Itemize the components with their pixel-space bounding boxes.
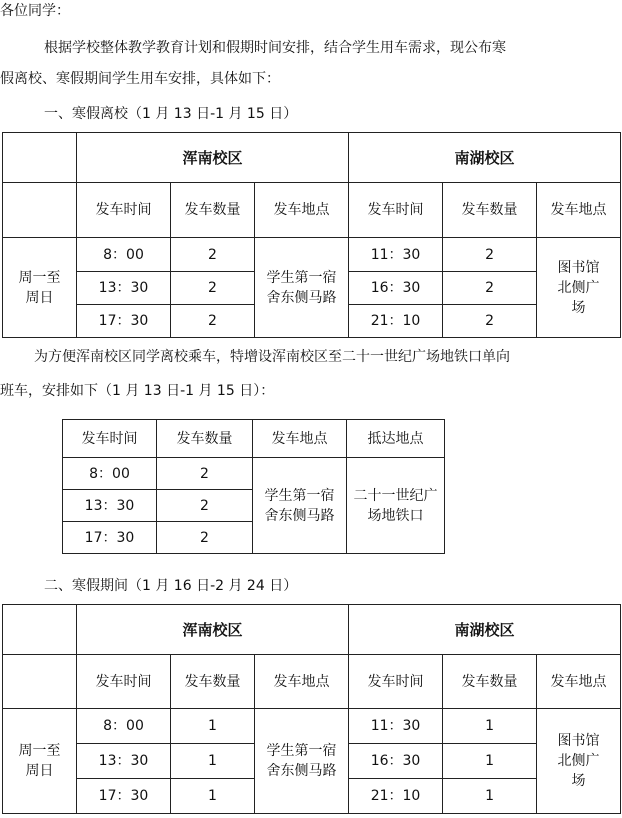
- departure-time: 8：00: [77, 238, 171, 272]
- departure-location: 学生第一宿舍东侧马路: [253, 458, 347, 554]
- shuttle-line-2: 班车，安排如下（1 月 13 日-1 月 15 日）：: [0, 383, 275, 399]
- bus-count: 2: [171, 238, 255, 272]
- departure-time: 13：30: [63, 490, 157, 522]
- departure-time: 17：30: [63, 522, 157, 554]
- bus-count: 2: [171, 272, 255, 305]
- arrival-location: 二十一世纪广场地铁口: [347, 458, 445, 554]
- bus-count: 1: [171, 779, 255, 814]
- column-header: 发车数量: [171, 655, 255, 709]
- departure-location: 学生第一宿舍东侧马路: [255, 709, 349, 814]
- column-header: 发车时间: [349, 655, 443, 709]
- bus-count: 2: [171, 305, 255, 338]
- departure-time: 16：30: [349, 744, 443, 779]
- column-header: 发车数量: [171, 183, 255, 238]
- section2-heading: 二、寒假期间（1 月 16 日-2 月 24 日）: [44, 578, 298, 594]
- table-row: [3, 238, 621, 272]
- campus-hunnan-header: 浑南校区: [77, 605, 349, 655]
- bus-count: 2: [443, 272, 537, 305]
- column-header: 发车时间: [349, 183, 443, 238]
- departure-time: 8：00: [77, 709, 171, 744]
- section1-heading: 一、寒假离校（1 月 13 日-1 月 15 日）: [44, 106, 298, 122]
- column-header: 发车地点: [253, 420, 347, 458]
- days-label: 周一至周日: [3, 238, 77, 338]
- column-header: 发车时间: [77, 655, 171, 709]
- departure-location: 图书馆北侧广场: [537, 709, 621, 814]
- bus-count: 2: [157, 458, 253, 490]
- departure-time: 13：30: [77, 272, 171, 305]
- departure-time: 11：30: [349, 238, 443, 272]
- campus-hunnan-header: 浑南校区: [77, 133, 349, 183]
- column-header: 发车地点: [255, 655, 349, 709]
- departure-time: 17：30: [77, 305, 171, 338]
- shuttle-line-1: 为方便浑南校区同学离校乘车，特增设浑南校区至二十一世纪广场地铁口单向: [34, 349, 510, 365]
- campus-nanhu-header: 南湖校区: [349, 605, 621, 655]
- column-header: 发车地点: [255, 183, 349, 238]
- campus-nanhu-header: 南湖校区: [349, 133, 621, 183]
- bus-count: 1: [443, 709, 537, 744]
- column-header: 发车地点: [537, 655, 621, 709]
- intro-line-1: 根据学校整体教学教育计划和假期时间安排，结合学生用车需求，现公布寒: [44, 40, 506, 56]
- departure-time: 13：30: [77, 744, 171, 779]
- column-header: 发车数量: [157, 420, 253, 458]
- departure-time: 16：30: [349, 272, 443, 305]
- departure-time: 21：10: [349, 779, 443, 814]
- bus-count: 2: [157, 490, 253, 522]
- column-header: 发车时间: [77, 183, 171, 238]
- bus-count: 2: [157, 522, 253, 554]
- column-header: 发车数量: [443, 655, 537, 709]
- shuttle-schedule-table: [62, 419, 445, 554]
- intro-line-2: 假离校、寒假期间学生用车安排，具体如下：: [0, 71, 280, 87]
- bus-count: 1: [171, 744, 255, 779]
- corner-cell: [3, 605, 77, 655]
- column-header: 发车时间: [63, 420, 157, 458]
- corner-cell: [3, 133, 77, 183]
- departure-location: 图书馆北侧广场: [537, 238, 621, 338]
- greeting: 各位同学：: [0, 3, 70, 19]
- corner-cell: [3, 183, 77, 238]
- bus-count: 2: [443, 238, 537, 272]
- departure-time: 17：30: [77, 779, 171, 814]
- departure-time: 21：10: [349, 305, 443, 338]
- column-header: 发车数量: [443, 183, 537, 238]
- holiday-schedule-table: [2, 604, 621, 814]
- column-header: 发车地点: [537, 183, 621, 238]
- table-row: [63, 458, 445, 490]
- column-header: 抵达地点: [347, 420, 445, 458]
- departure-time: 11：30: [349, 709, 443, 744]
- bus-count: 1: [443, 779, 537, 814]
- bus-count: 1: [443, 744, 537, 779]
- table-row: [3, 709, 621, 744]
- days-label: 周一至周日: [3, 709, 77, 814]
- bus-count: 2: [443, 305, 537, 338]
- departure-schedule-table: [2, 132, 621, 338]
- bus-count: 1: [171, 709, 255, 744]
- corner-cell: [3, 655, 77, 709]
- departure-location: 学生第一宿舍东侧马路: [255, 238, 349, 338]
- departure-time: 8：00: [63, 458, 157, 490]
